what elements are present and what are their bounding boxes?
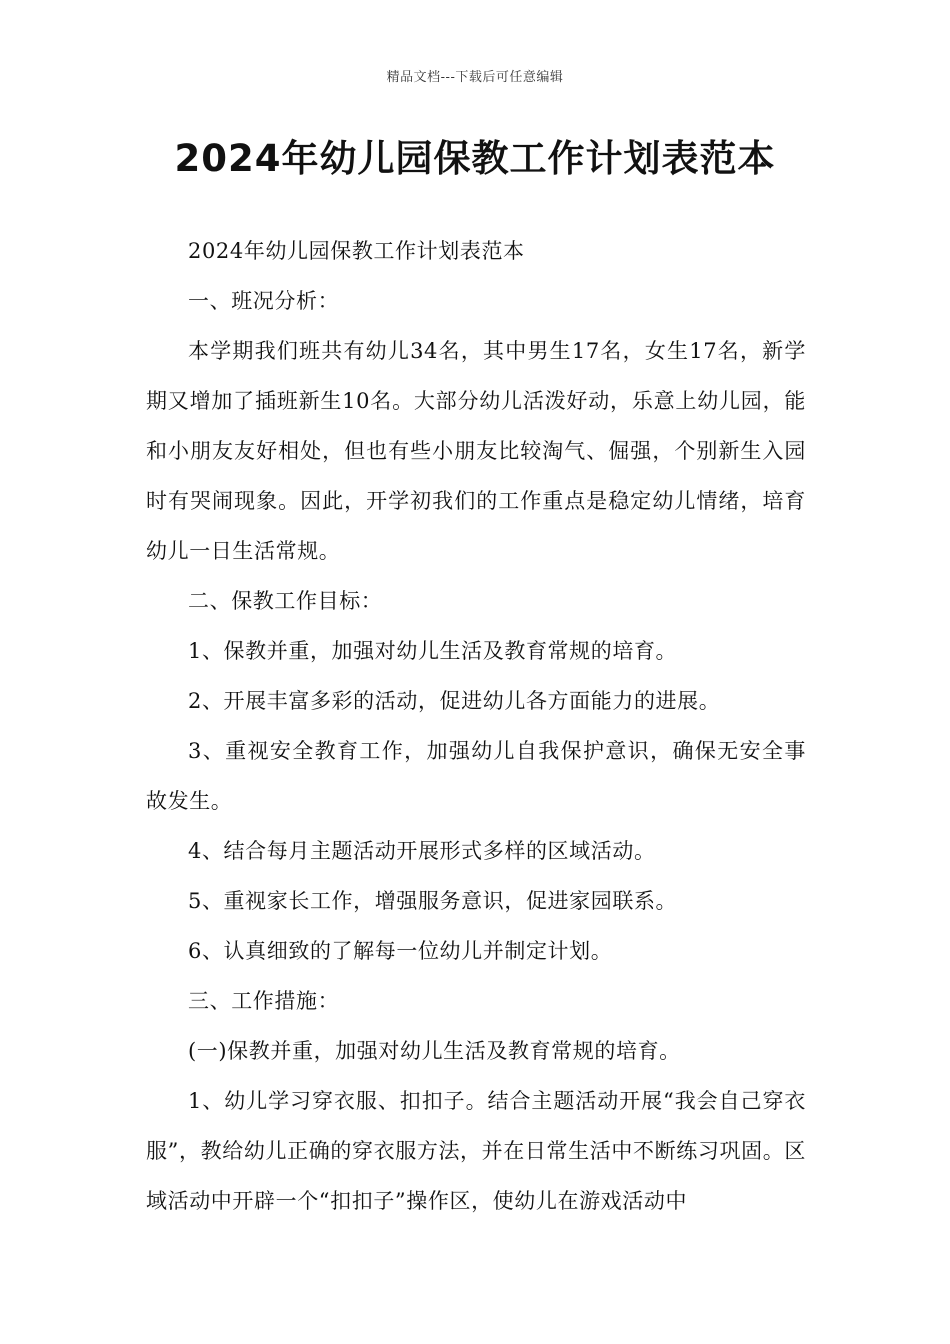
document-title: 2024年幼儿园保教工作计划表范本: [174, 137, 776, 180]
measure-item-1: 1、幼儿学习穿衣服、扣扣子。结合主题活动开展“我会自己穿衣服”，教给幼儿正确的穿衣服方法，并在日常生活中不断练习巩固。区域活动中开辟一个“扣扣子”操作区，使幼儿在游戏活动中: [146, 1089, 806, 1213]
paragraph-class-analysis: 本学期我们班共有幼儿34名，其中男生17名，女生17名，新学期又增加了插班新生10名。大部分幼儿活泼好动，乐意上幼儿园，能和小朋友友好相处，但也有些小朋友比较淘气、倔强，个别新生入园时有哭闹现象。因此，开学初我们的工作重点是稳定幼儿情绪，培育幼儿一日生活常规。: [146, 339, 806, 563]
goal-item-3: 3、重视安全教育工作，加强幼儿自我保护意识，确保无安全事故发生。: [146, 739, 806, 813]
section-heading-measures: 三、工作措施：: [188, 989, 340, 1013]
goal-item-1: 1、保教并重，加强对幼儿生活及教育常规的培育。: [188, 639, 678, 663]
goal-item-2: 2、开展丰富多彩的活动，促进幼儿各方面能力的进展。: [188, 689, 721, 713]
section-heading-class-analysis: 一、班况分析：: [188, 289, 340, 313]
paragraph-subtitle: 2024年幼儿园保教工作计划表范本: [188, 239, 525, 263]
goal-item-4: 4、结合每月主题活动开展形式多样的区域活动。: [188, 839, 656, 863]
goal-item-6: 6、认真细致的了解每一位幼儿并制定计划。: [188, 939, 613, 963]
document-body: [146, 226, 806, 1226]
subsection-heading-1: (一)保教并重，加强对幼儿生活及教育常规的培育。: [188, 1039, 681, 1063]
goal-item-5: 5、重视家长工作，增强服务意识，促进家园联系。: [188, 889, 678, 913]
section-heading-goals: 二、保教工作目标：: [188, 589, 383, 613]
header-note: 精品文档---下载后可任意编辑: [386, 70, 564, 85]
